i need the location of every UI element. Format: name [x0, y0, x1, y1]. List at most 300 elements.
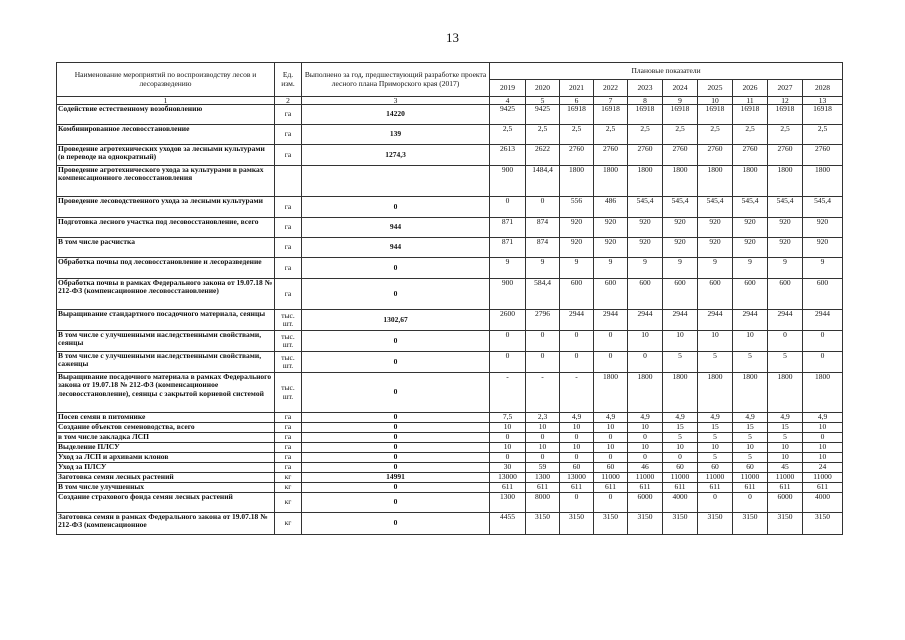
row-value: 611: [560, 483, 594, 493]
row-value: 4455: [490, 513, 526, 535]
row-value: 545,4: [733, 197, 768, 218]
row-value: 0: [560, 453, 594, 463]
row-value: 545,4: [768, 197, 803, 218]
column-number: 12: [768, 97, 803, 105]
row-value: 3150: [733, 513, 768, 535]
row-value: 2944: [663, 310, 698, 331]
year-header: 2023: [628, 80, 663, 97]
row-value: 0: [526, 331, 560, 352]
column-number: 5: [526, 97, 560, 105]
row-value: 7,5: [490, 413, 526, 423]
row-value: 0: [526, 433, 560, 443]
row-value: -: [526, 373, 560, 413]
row-value: 10: [628, 331, 663, 352]
row-value: 5: [768, 352, 803, 373]
row-value: 1800: [663, 166, 698, 197]
row-value: 11000: [698, 473, 733, 483]
table-row: [57, 423, 843, 433]
row-value: 9: [526, 258, 560, 279]
row-value: 6000: [628, 493, 663, 513]
row-name: Посев семян в питомнике: [57, 413, 275, 423]
row-value: 60: [663, 463, 698, 473]
row-value: 30: [490, 463, 526, 473]
row-value: 45: [768, 463, 803, 473]
row-value: 611: [698, 483, 733, 493]
row-value: 10: [594, 423, 628, 433]
row-value: 611: [594, 483, 628, 493]
row-done: 0: [302, 279, 490, 310]
header-row: [57, 63, 843, 80]
row-value: 3150: [628, 513, 663, 535]
row-value: 0: [768, 331, 803, 352]
row-value: 60: [594, 463, 628, 473]
row-done: 0: [302, 331, 490, 352]
row-value: 15: [733, 423, 768, 433]
row-unit: га: [275, 105, 302, 125]
year-header: 2026: [733, 80, 768, 97]
year-header: 2020: [526, 80, 560, 97]
row-done: 139: [302, 125, 490, 145]
row-unit: тыс. шт.: [275, 310, 302, 331]
row-value: 0: [803, 352, 843, 373]
table-row: [57, 433, 843, 443]
year-header: 2019: [490, 80, 526, 97]
row-value: 10: [628, 443, 663, 453]
row-value: 900: [490, 166, 526, 197]
row-value: 2944: [768, 310, 803, 331]
row-unit: га: [275, 453, 302, 463]
header-planned: Плановые показатели: [490, 63, 843, 80]
row-value: 9425: [526, 105, 560, 125]
row-value: 600: [733, 279, 768, 310]
row-value: 2,3: [526, 413, 560, 423]
row-value: 611: [663, 483, 698, 493]
row-value: 0: [526, 197, 560, 218]
row-value: 10: [560, 423, 594, 433]
row-value: 10: [594, 443, 628, 453]
row-value: 0: [560, 433, 594, 443]
row-value: 5: [698, 352, 733, 373]
row-value: 3150: [803, 513, 843, 535]
row-value: 9425: [490, 105, 526, 125]
row-value: 3150: [560, 513, 594, 535]
row-value: 2,5: [594, 125, 628, 145]
column-number: 8: [628, 97, 663, 105]
row-value: 9: [768, 258, 803, 279]
table-row: [57, 125, 843, 145]
header-name: Наименование мероприятий по воспроизводству лесов и лесоразведению: [57, 63, 275, 97]
row-name: В том числе расчистка: [57, 238, 275, 258]
row-name: Содействие естественному возобновлению: [57, 105, 275, 125]
row-value: 3150: [698, 513, 733, 535]
row-value: 60: [733, 463, 768, 473]
row-value: 0: [490, 331, 526, 352]
row-name: Заготовка семян в рамках Федерального закона от 19.07.18 № 212-ФЗ (компенсационное: [57, 513, 275, 535]
row-value: 15: [663, 423, 698, 433]
row-value: 2944: [594, 310, 628, 331]
row-unit: га: [275, 197, 302, 218]
row-value: 486: [594, 197, 628, 218]
row-value: 4,9: [628, 413, 663, 423]
row-value: 0: [803, 433, 843, 443]
row-unit: кг: [275, 483, 302, 493]
row-value: 16918: [733, 105, 768, 125]
row-value: 0: [490, 453, 526, 463]
row-value: 15: [768, 423, 803, 433]
row-value: 2760: [803, 145, 843, 166]
header-done: Выполнено за год, предшествующий разработке проекта лесного плана Приморского края (2017): [302, 63, 490, 97]
row-unit: га: [275, 463, 302, 473]
row-value: 0: [698, 493, 733, 513]
column-number: 10: [698, 97, 733, 105]
row-value: 10: [560, 443, 594, 453]
table-row: [57, 463, 843, 473]
row-done: 1274,3: [302, 145, 490, 166]
row-value: 611: [733, 483, 768, 493]
row-value: 5: [663, 433, 698, 443]
row-value: 16918: [698, 105, 733, 125]
row-value: 920: [628, 238, 663, 258]
row-done: 0: [302, 423, 490, 433]
row-value: 1800: [733, 373, 768, 413]
row-value: 600: [560, 279, 594, 310]
row-value: 2,5: [803, 125, 843, 145]
row-value: 600: [663, 279, 698, 310]
table-row: [57, 513, 843, 535]
row-unit: га: [275, 218, 302, 238]
row-value: 1300: [490, 493, 526, 513]
column-number: 3: [302, 97, 490, 105]
row-name: Подготовка лесного участка под лесовосстановление, всего: [57, 218, 275, 238]
row-value: 920: [768, 238, 803, 258]
row-value: 1800: [733, 166, 768, 197]
row-value: 2,5: [490, 125, 526, 145]
row-name: Создание объектов семеноводства, всего: [57, 423, 275, 433]
row-unit: тыс. шт.: [275, 373, 302, 413]
row-value: 0: [526, 453, 560, 463]
row-value: 1800: [594, 373, 628, 413]
row-value: 10: [526, 423, 560, 433]
column-number: 13: [803, 97, 843, 105]
row-value: 920: [698, 238, 733, 258]
row-unit: кг: [275, 473, 302, 483]
row-value: 5: [733, 453, 768, 463]
row-name: Выделение ПЛСУ: [57, 443, 275, 453]
row-value: 2600: [490, 310, 526, 331]
row-value: 0: [490, 433, 526, 443]
row-value: 0: [560, 352, 594, 373]
row-done: [302, 166, 490, 197]
row-value: 920: [628, 218, 663, 238]
row-value: 611: [526, 483, 560, 493]
row-value: 3150: [663, 513, 698, 535]
row-value: 10: [733, 331, 768, 352]
row-value: 1800: [628, 373, 663, 413]
row-value: 0: [594, 433, 628, 443]
row-value: 10: [663, 443, 698, 453]
row-value: 60: [698, 463, 733, 473]
row-unit: га: [275, 423, 302, 433]
row-value: 920: [698, 218, 733, 238]
row-value: 1300: [526, 473, 560, 483]
row-value: 9: [560, 258, 594, 279]
year-header: 2021: [560, 80, 594, 97]
row-value: 8000: [526, 493, 560, 513]
row-value: 2944: [560, 310, 594, 331]
row-value: 11000: [628, 473, 663, 483]
row-value: 2,5: [560, 125, 594, 145]
row-value: 1800: [768, 373, 803, 413]
row-value: 2760: [698, 145, 733, 166]
row-unit: га: [275, 433, 302, 443]
row-done: 0: [302, 258, 490, 279]
row-value: 46: [628, 463, 663, 473]
row-value: 4,9: [594, 413, 628, 423]
row-value: 9: [803, 258, 843, 279]
row-done: 0: [302, 463, 490, 473]
row-value: 11000: [663, 473, 698, 483]
row-value: 920: [733, 218, 768, 238]
row-value: 5: [733, 433, 768, 443]
row-done: 0: [302, 493, 490, 513]
row-done: 0: [302, 352, 490, 373]
row-value: 5: [698, 453, 733, 463]
row-value: 2760: [733, 145, 768, 166]
row-value: 0: [628, 453, 663, 463]
row-unit: га: [275, 413, 302, 423]
row-value: 0: [803, 331, 843, 352]
row-value: 10: [698, 331, 733, 352]
row-name: Проведение агротехнического ухода за культурами в рамках компенсационного лесовосстановления: [57, 166, 275, 197]
year-header: 2022: [594, 80, 628, 97]
table-row: [57, 352, 843, 373]
row-value: 1800: [663, 373, 698, 413]
year-header: 2024: [663, 80, 698, 97]
row-done: 0: [302, 433, 490, 443]
row-value: 2796: [526, 310, 560, 331]
row-name: Уход за ЛСП и архивами клонов: [57, 453, 275, 463]
row-value: 4,9: [560, 413, 594, 423]
column-number: 11: [733, 97, 768, 105]
row-value: 9: [628, 258, 663, 279]
row-value: 11000: [803, 473, 843, 483]
row-value: 4,9: [663, 413, 698, 423]
table-row: [57, 238, 843, 258]
row-value: 920: [560, 218, 594, 238]
row-value: 920: [594, 238, 628, 258]
table-row: [57, 258, 843, 279]
row-value: 5: [768, 433, 803, 443]
row-value: 0: [594, 352, 628, 373]
table-row: [57, 483, 843, 493]
table-row: [57, 279, 843, 310]
row-unit: [275, 166, 302, 197]
row-name: Создание страхового фонда семян лесных растений: [57, 493, 275, 513]
row-value: 4000: [803, 493, 843, 513]
row-value: 2760: [628, 145, 663, 166]
row-done: 0: [302, 373, 490, 413]
row-value: 5: [698, 433, 733, 443]
row-value: 900: [490, 279, 526, 310]
year-header: 2025: [698, 80, 733, 97]
row-value: 16918: [594, 105, 628, 125]
row-done: 944: [302, 218, 490, 238]
row-value: 1800: [698, 373, 733, 413]
table-row: [57, 493, 843, 513]
row-value: 545,4: [628, 197, 663, 218]
row-value: 10: [733, 443, 768, 453]
row-value: 10: [490, 443, 526, 453]
row-value: 2622: [526, 145, 560, 166]
row-value: 2760: [768, 145, 803, 166]
table-row: [57, 443, 843, 453]
row-value: 0: [594, 331, 628, 352]
row-value: 920: [768, 218, 803, 238]
row-value: 3150: [594, 513, 628, 535]
row-unit: га: [275, 145, 302, 166]
row-value: 556: [560, 197, 594, 218]
row-value: 2613: [490, 145, 526, 166]
row-value: 2,5: [526, 125, 560, 145]
row-done: 14991: [302, 473, 490, 483]
row-unit: кг: [275, 513, 302, 535]
row-value: 2760: [594, 145, 628, 166]
row-value: 2,5: [733, 125, 768, 145]
row-unit: кг: [275, 493, 302, 513]
row-value: 16918: [628, 105, 663, 125]
row-value: 871: [490, 238, 526, 258]
row-done: 14220: [302, 105, 490, 125]
row-unit: га: [275, 443, 302, 453]
column-number: 1: [57, 97, 275, 105]
row-value: 10: [803, 443, 843, 453]
row-value: 11000: [594, 473, 628, 483]
table-row: [57, 197, 843, 218]
table-row: [57, 453, 843, 463]
row-value: 1800: [698, 166, 733, 197]
row-value: 1800: [803, 166, 843, 197]
row-name: Уход за ПЛСУ: [57, 463, 275, 473]
row-value: 0: [663, 453, 698, 463]
row-unit: га: [275, 125, 302, 145]
row-value: 0: [628, 433, 663, 443]
row-value: 920: [663, 218, 698, 238]
row-unit: тыс. шт.: [275, 352, 302, 373]
row-value: 920: [663, 238, 698, 258]
row-value: 10: [526, 443, 560, 453]
row-value: 15: [698, 423, 733, 433]
row-value: 4,9: [698, 413, 733, 423]
table-row: [57, 218, 843, 238]
row-value: 600: [768, 279, 803, 310]
row-value: 920: [594, 218, 628, 238]
row-name: Заготовка семян лесных растений: [57, 473, 275, 483]
row-value: 2944: [733, 310, 768, 331]
row-value: 2,5: [698, 125, 733, 145]
table-row: [57, 145, 843, 166]
row-value: 0: [526, 352, 560, 373]
row-value: 0: [628, 352, 663, 373]
row-value: 4000: [663, 493, 698, 513]
row-value: 545,4: [698, 197, 733, 218]
row-value: -: [560, 373, 594, 413]
row-value: 11000: [768, 473, 803, 483]
row-unit: га: [275, 279, 302, 310]
row-value: 0: [560, 493, 594, 513]
row-value: 10: [768, 443, 803, 453]
row-value: 9: [663, 258, 698, 279]
reforestation-table: [56, 62, 843, 535]
table-row: [57, 413, 843, 423]
year-header: 2028: [803, 80, 843, 97]
row-value: 13000: [560, 473, 594, 483]
row-value: 4,9: [733, 413, 768, 423]
row-value: 1800: [803, 373, 843, 413]
header-unit: Ед. изм.: [275, 63, 302, 97]
row-value: 2,5: [628, 125, 663, 145]
row-name: в том числе закладка ЛСП: [57, 433, 275, 443]
column-number: 6: [560, 97, 594, 105]
row-value: 10: [768, 453, 803, 463]
row-value: 16918: [560, 105, 594, 125]
row-value: 611: [628, 483, 663, 493]
row-name: В том числе с улучшенными наследственными свойствами, саженцы: [57, 352, 275, 373]
row-value: 16918: [803, 105, 843, 125]
row-value: 600: [594, 279, 628, 310]
row-value: 10: [663, 331, 698, 352]
row-value: 0: [594, 453, 628, 463]
row-value: 2944: [803, 310, 843, 331]
row-name: Выращивание посадочного материала в рамках Федерального закона от 19.07.18 № 212-ФЗ (компенсационное лесовосстановление), сеянцы с закрытой корневой системой: [57, 373, 275, 413]
row-unit: га: [275, 258, 302, 279]
row-done: 0: [302, 483, 490, 493]
row-value: 9: [698, 258, 733, 279]
row-value: 920: [803, 218, 843, 238]
table-row: [57, 473, 843, 483]
row-value: 2944: [628, 310, 663, 331]
row-value: 611: [490, 483, 526, 493]
row-name: Проведение агротехнических уходов за лесными культурами (в переводе на однократный): [57, 145, 275, 166]
row-value: 9: [733, 258, 768, 279]
row-value: 920: [733, 238, 768, 258]
row-done: 0: [302, 197, 490, 218]
row-name: Проведение лесоводственного ухода за лесными культурами: [57, 197, 275, 218]
row-value: 920: [560, 238, 594, 258]
row-value: 24: [803, 463, 843, 473]
row-value: 1800: [768, 166, 803, 197]
row-value: 10: [490, 423, 526, 433]
table-row: [57, 166, 843, 197]
row-name: В том числе улучшенных: [57, 483, 275, 493]
row-value: 600: [628, 279, 663, 310]
row-value: 10: [628, 423, 663, 433]
row-value: 584,4: [526, 279, 560, 310]
row-name: Выращивание стандартного посадочного материала, сеянцы: [57, 310, 275, 331]
row-value: 9: [594, 258, 628, 279]
row-value: 4,9: [803, 413, 843, 423]
column-number: 7: [594, 97, 628, 105]
row-value: 920: [803, 238, 843, 258]
row-value: 16918: [768, 105, 803, 125]
row-done: 0: [302, 513, 490, 535]
row-value: 2,5: [663, 125, 698, 145]
row-value: 60: [560, 463, 594, 473]
row-value: 0: [560, 331, 594, 352]
column-number: 9: [663, 97, 698, 105]
row-value: 1800: [628, 166, 663, 197]
row-value: 5: [663, 352, 698, 373]
table-row: [57, 373, 843, 413]
